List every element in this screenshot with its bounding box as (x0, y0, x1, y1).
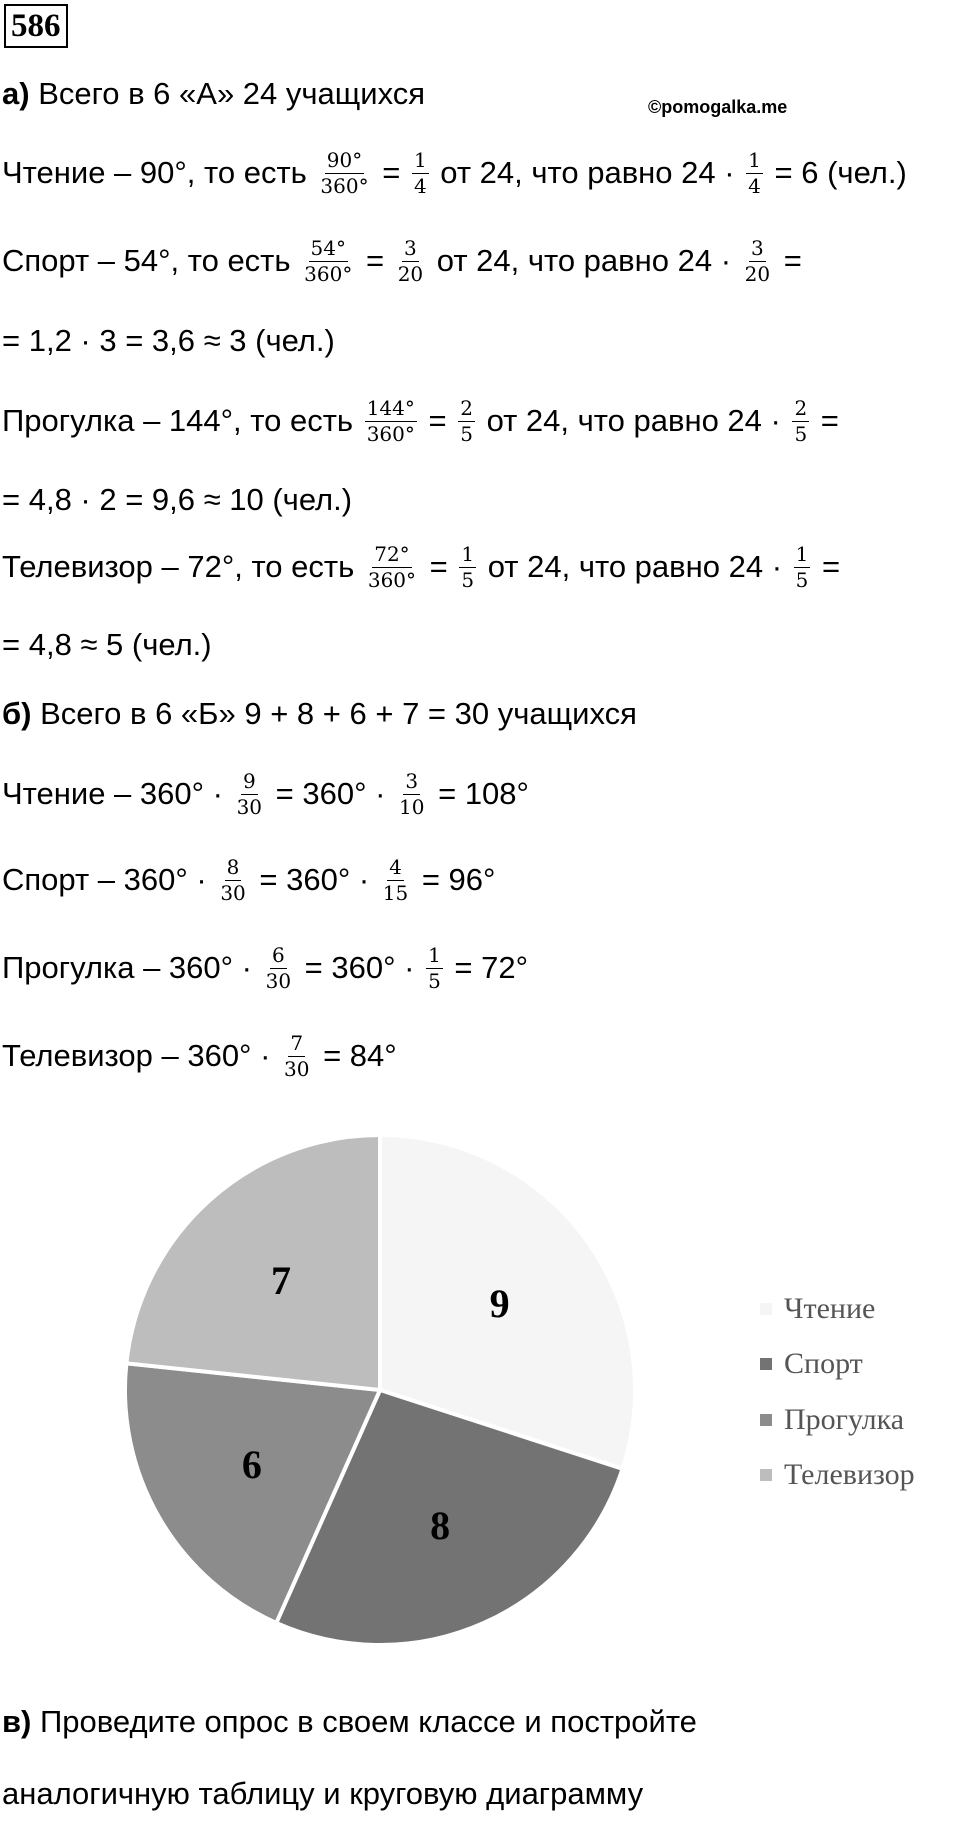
fraction-numerator: 3 (751, 235, 764, 260)
fraction-denominator: 30 (220, 880, 246, 905)
legend-label: Спорт (784, 1347, 863, 1380)
fraction-numerator: 1 (748, 147, 761, 172)
fraction-numerator: 9 (242, 768, 256, 793)
fraction-numerator: 54° (310, 235, 346, 260)
line-text: = (813, 549, 841, 584)
line-text: от 24, что равно 24 · (431, 155, 744, 190)
fraction-denominator: 10 (399, 794, 425, 819)
part-b-line-walk (2, 936, 528, 1000)
line-text: = (357, 243, 393, 278)
part-c-marker: в) (2, 1704, 32, 1739)
line-text: от 24, что равно 24 · (477, 403, 790, 438)
line-text: Спорт – 54°, то есть (2, 243, 300, 278)
fraction-numerator: 4 (389, 854, 402, 879)
fraction-denominator: 5 (795, 567, 809, 592)
fraction-denominator: 4 (748, 173, 761, 198)
fraction-denominator: 5 (428, 968, 441, 993)
line-text: Прогулка – 144°, то есть (2, 403, 362, 438)
part-c-text-1: Проведите опрос в своем классе и постройте (31, 1704, 697, 1739)
fraction (318, 147, 370, 198)
part-c-text-2: аналогичную таблицу и круговую диаграмму (2, 1776, 644, 1811)
pie-label-walk: 6 (241, 1441, 262, 1487)
watermark: ©pomogalka.me (648, 97, 788, 117)
legend-label: Телевизор (784, 1458, 915, 1491)
line-text: Телевизор – 360° · (2, 1038, 280, 1073)
line-text: = 360° · (267, 776, 395, 811)
fraction (218, 854, 247, 905)
part-a-line-walk (2, 389, 839, 453)
part-a-intro (2, 62, 425, 126)
fraction (264, 942, 293, 993)
fraction-numerator: 3 (405, 768, 419, 793)
part-a-line-sport-cont (2, 309, 335, 373)
fraction (458, 395, 475, 446)
line-text: Чтение – 360° · (2, 776, 232, 811)
legend-item-walk (760, 1400, 904, 1440)
fraction-numerator: 90° (326, 147, 363, 172)
line-text: от 24, что равно 24 · (428, 243, 740, 278)
part-b-line-sport (2, 848, 495, 912)
fraction-numerator: 6 (271, 942, 285, 967)
fraction-denominator: 360° (366, 421, 415, 446)
part-a-line-tv (2, 535, 840, 599)
line-text: Чтение – 90°, то есть (2, 155, 316, 190)
problem-number: 586 (4, 4, 68, 48)
fraction-denominator: 30 (236, 794, 263, 819)
fraction (426, 942, 443, 993)
fraction (792, 395, 809, 446)
part-a-marker: а) (2, 76, 30, 111)
fraction-numerator: 7 (290, 1030, 304, 1055)
line-text: = 4,8 ≈ 5 (чел.) (2, 627, 212, 662)
line-text: = 72° (445, 950, 529, 985)
part-a-intro-text: Всего в 6 «А» 24 учащихся (29, 76, 426, 111)
fraction-numerator: 144° (366, 395, 415, 420)
line-text: = 360° · (250, 862, 378, 897)
legend-item-sport (760, 1344, 863, 1384)
line-text: = 360° · (296, 950, 424, 985)
legend-label: Прогулка (784, 1403, 905, 1436)
fraction-numerator: 8 (226, 854, 240, 879)
fraction-numerator: 2 (794, 395, 808, 420)
part-c-line-2 (2, 1762, 643, 1826)
fraction-denominator: 5 (460, 421, 473, 446)
part-a-line-walk-cont (2, 468, 352, 532)
part-b-line-reading (2, 762, 529, 826)
line-text: Телевизор – 72°, то есть (2, 549, 363, 584)
fraction (282, 1030, 311, 1081)
line-text: = 84° (314, 1038, 397, 1073)
part-a-line-tv-cont (2, 613, 212, 677)
fraction (235, 768, 264, 819)
part-b-line-tv (2, 1024, 397, 1088)
fraction-denominator: 15 (382, 880, 409, 905)
part-c-line-1 (2, 1690, 697, 1754)
part-b-intro-text: Всего в 6 «Б» 9 + 8 + 6 + 7 = 30 учащихся (31, 696, 637, 731)
part-b-intro (2, 682, 637, 746)
fraction (366, 541, 418, 592)
fraction (794, 541, 811, 592)
legend-swatch (760, 1303, 772, 1315)
fraction (302, 235, 354, 286)
part-b-marker: б) (2, 696, 32, 731)
line-text: = (775, 243, 802, 278)
legend-label: Чтение (784, 1292, 876, 1325)
pie-label-tv: 7 (271, 1258, 292, 1304)
fraction-numerator: 1 (413, 147, 427, 172)
fraction-denominator: 4 (413, 173, 427, 198)
legend-swatch (760, 1358, 772, 1370)
fraction (396, 235, 425, 286)
fraction-numerator: 3 (404, 235, 417, 260)
line-text: = 96° (413, 862, 496, 897)
fraction-numerator: 72° (374, 541, 410, 566)
fraction-denominator: 360° (304, 261, 353, 286)
line-text: = (419, 403, 456, 438)
fraction (459, 541, 476, 592)
line-text: Спорт – 360° · (2, 862, 216, 897)
line-text: = (812, 403, 839, 438)
fraction-denominator: 30 (265, 968, 292, 993)
fraction-denominator: 30 (284, 1056, 310, 1081)
fraction (743, 235, 772, 286)
pie-slice-tv (126, 1135, 380, 1390)
fraction (365, 395, 417, 446)
pie-chart (0, 1110, 960, 1670)
legend-item-reading (760, 1289, 875, 1329)
line-text: от 24, что равно 24 · (479, 549, 791, 584)
pie-label-sport: 8 (430, 1503, 451, 1549)
line-text: Прогулка – 360° · (2, 950, 261, 985)
fraction-denominator: 20 (397, 261, 424, 286)
line-text: = 1,2 · 3 = 3,6 ≈ 3 (чел.) (2, 323, 335, 358)
fraction-numerator: 1 (795, 541, 809, 566)
fraction (381, 854, 410, 905)
fraction-denominator: 5 (461, 567, 475, 592)
fraction-denominator: 20 (744, 261, 771, 286)
pie-label-reading: 9 (489, 1281, 510, 1327)
fraction-numerator: 2 (460, 395, 473, 420)
line-text: = (421, 549, 457, 584)
fraction (746, 147, 763, 198)
part-a-line-reading (2, 141, 907, 205)
legend-item-tv (760, 1455, 915, 1495)
fraction-denominator: 5 (794, 421, 808, 446)
legend-swatch (760, 1414, 772, 1426)
line-text: = 108° (429, 776, 529, 811)
fraction-numerator: 1 (428, 942, 441, 967)
fraction-denominator: 360° (320, 173, 369, 198)
fraction (397, 768, 426, 819)
fraction (412, 147, 429, 198)
line-text: = (373, 155, 409, 190)
part-a-line-sport (2, 229, 802, 293)
legend-swatch (760, 1469, 772, 1481)
fraction-numerator: 1 (461, 541, 475, 566)
fraction-denominator: 360° (367, 567, 417, 592)
line-text: = 4,8 · 2 = 9,6 ≈ 10 (чел.) (2, 482, 353, 517)
line-text: = 6 (чел.) (765, 155, 907, 190)
